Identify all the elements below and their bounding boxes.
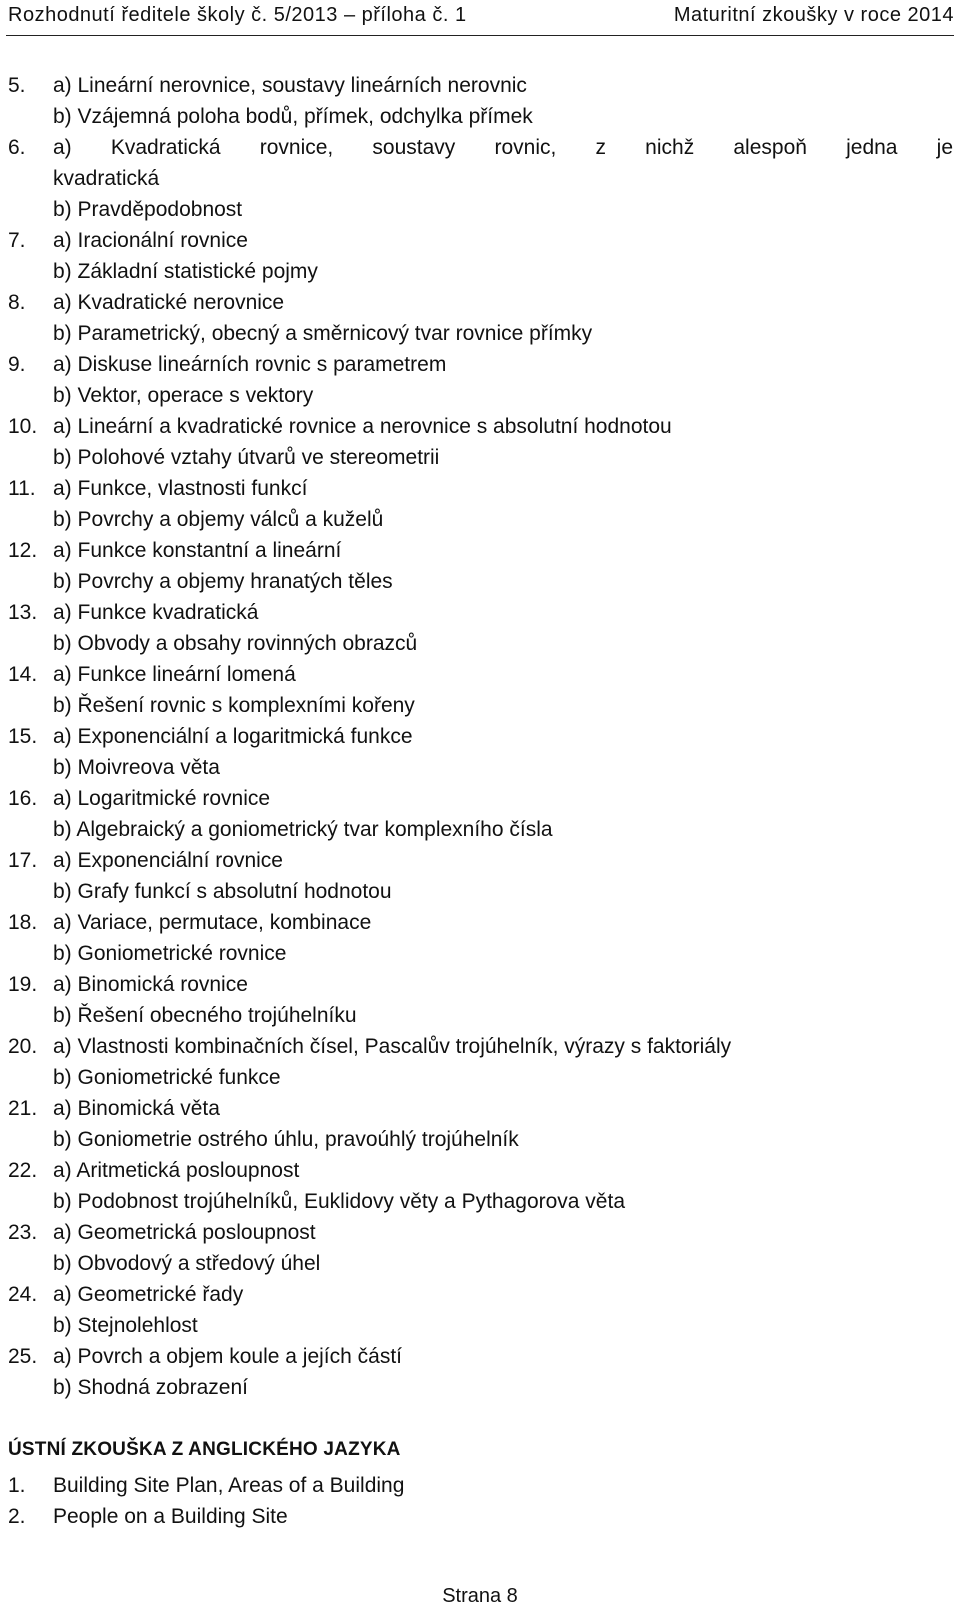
topic-part-a: a) Diskuse lineárních rovnic s parametrem (53, 353, 447, 376)
topic-number: 13. (8, 601, 38, 624)
topic-item (8, 132, 953, 225)
topic-item (8, 845, 953, 907)
topic-part-a: a) Funkce lineární lomená (53, 663, 296, 686)
topic-item (8, 287, 953, 349)
section-title-english: ÚSTNÍ ZKOUŠKA Z ANGLICKÉHO JAZYKA (8, 1439, 401, 1460)
topic-part-b: b) Vektor, operace s vektory (53, 384, 314, 407)
topic-item (8, 411, 953, 473)
topic-part-a: a) Lineární a kvadratické rovnice a nerovnice s absolutní hodnotou (53, 415, 672, 438)
topic-part-b: b) Goniometrie ostrého úhlu, pravoúhlý trojúhelník (53, 1128, 519, 1151)
topic-number: 20. (8, 1035, 38, 1058)
topic-item (8, 1217, 953, 1279)
english-topic-text: Building Site Plan, Areas of a Building (53, 1474, 405, 1497)
english-topic-item (8, 1470, 404, 1501)
topic-item (8, 1093, 953, 1155)
topic-number: 21. (8, 1097, 38, 1120)
topic-number: 14. (8, 663, 38, 686)
topic-part-a: a) Povrch a objem koule a jejích částí (53, 1345, 403, 1368)
topic-item (8, 721, 953, 783)
topic-part-a: a) Exponenciální rovnice (53, 849, 283, 872)
topic-item (8, 70, 953, 132)
topic-part-b: b) Polohové vztahy útvarů ve stereometrii (53, 446, 440, 469)
topic-number: 5. (8, 74, 26, 97)
topic-part-a: a) Funkce, vlastnosti funkcí (53, 477, 308, 500)
topic-item (8, 535, 953, 597)
topic-part-a: a) Exponenciální a logaritmická funkce (53, 725, 413, 748)
topic-number: 10. (8, 415, 38, 438)
header-right: Maturitní zkoušky v roce 2014 (673, 4, 954, 26)
topic-part-a: a) Kvadratické nerovnice (53, 291, 285, 314)
topic-part-b: b) Řešení rovnic s komplexními kořeny (53, 694, 415, 717)
topic-part-a-continued: kvadratická (53, 167, 160, 190)
topic-part-a: a) Binomická věta (53, 1097, 220, 1120)
topic-item (8, 1155, 953, 1217)
topic-part-b: b) Podobnost trojúhelníků, Euklidovy věty a Pythagorova věta (53, 1190, 626, 1213)
topic-part-a: a) Funkce konstantní a lineární (53, 539, 342, 562)
topic-item (8, 783, 953, 845)
english-topic-item (8, 1501, 404, 1532)
header-left: Rozhodnutí ředitele školy č. 5/2013 – příloha č. 1 (8, 4, 467, 26)
english-topic-list (8, 1470, 404, 1532)
page-number: Strana 8 (442, 1585, 518, 1607)
topic-part-a: a) Aritmetická posloupnost (53, 1159, 300, 1182)
topic-number: 16. (8, 787, 38, 810)
topic-number: 17. (8, 849, 38, 872)
topic-number: 6. (8, 136, 26, 159)
topic-part-b: b) Obvody a obsahy rovinných obrazců (53, 632, 418, 655)
english-topic-number: 1. (8, 1474, 26, 1497)
topic-part-a: a) Variace, permutace, kombinace (53, 911, 372, 934)
topic-item (8, 1341, 953, 1403)
topic-number: 7. (8, 229, 26, 252)
topic-part-b: b) Shodná zobrazení (53, 1376, 248, 1399)
topic-number: 23. (8, 1221, 38, 1244)
header-rule (6, 35, 954, 36)
topic-number: 11. (8, 477, 36, 500)
topic-part-b: b) Povrchy a objemy hranatých těles (53, 570, 393, 593)
english-topic-number: 2. (8, 1505, 26, 1528)
topic-part-b: b) Základní statistické pojmy (53, 260, 318, 283)
topic-part-a: a) Binomická rovnice (53, 973, 248, 996)
topic-part-a: a) Geometrické řady (53, 1283, 244, 1306)
topic-item (8, 597, 953, 659)
topic-part-a: a) Kvadratická rovnice, soustavy rovnic, z nichž alespoň jedna je (53, 136, 953, 159)
topic-part-b: b) Goniometrické funkce (53, 1066, 281, 1089)
topic-number: 9. (8, 353, 26, 376)
topic-item (8, 907, 953, 969)
topic-number: 22. (8, 1159, 38, 1182)
topic-part-b: b) Grafy funkcí s absolutní hodnotou (53, 880, 392, 903)
topic-part-a: a) Geometrická posloupnost (53, 1221, 316, 1244)
topic-item (8, 473, 953, 535)
topic-part-a: a) Logaritmické rovnice (53, 787, 271, 810)
topic-part-a: a) Iracionální rovnice (53, 229, 248, 252)
topic-part-b: b) Řešení obecného trojúhelníku (53, 1004, 357, 1027)
topic-item (8, 969, 953, 1031)
topic-part-b: b) Pravděpodobnost (53, 198, 243, 221)
topic-part-b: b) Moivreova věta (53, 756, 220, 779)
topic-part-b: b) Goniometrické rovnice (53, 942, 287, 965)
topic-number: 25. (8, 1345, 38, 1368)
topic-number: 8. (8, 291, 26, 314)
topic-part-b: b) Povrchy a objemy válců a kuželů (53, 508, 384, 531)
topic-number: 18. (8, 911, 38, 934)
topic-part-a: a) Funkce kvadratická (53, 601, 259, 624)
topic-item (8, 225, 953, 287)
topic-part-b: b) Obvodový a středový úhel (53, 1252, 321, 1275)
topic-part-b: b) Parametrický, obecný a směrnicový tvar rovnice přímky (53, 322, 593, 345)
page-header (8, 4, 954, 27)
topic-part-a: a) Lineární nerovnice, soustavy lineárních nerovnic (53, 74, 527, 97)
topic-part-b: b) Stejnolehlost (53, 1314, 198, 1337)
topic-part-b: b) Vzájemná poloha bodů, přímek, odchylka přímek (53, 105, 533, 128)
topic-item (8, 349, 953, 411)
topic-item (8, 1031, 953, 1093)
topic-item (8, 659, 953, 721)
topic-number: 24. (8, 1283, 38, 1306)
topic-part-a: a) Vlastnosti kombinačních čísel, Pascalův trojúhelník, výrazy s faktoriály (53, 1035, 732, 1058)
topic-part-b: b) Algebraický a goniometrický tvar komplexního čísla (53, 818, 553, 841)
topic-number: 15. (8, 725, 38, 748)
topic-number: 12. (8, 539, 38, 562)
topic-list (8, 70, 953, 1403)
topic-item (8, 1279, 953, 1341)
english-topic-text: People on a Building Site (53, 1505, 288, 1528)
topic-number: 19. (8, 973, 38, 996)
